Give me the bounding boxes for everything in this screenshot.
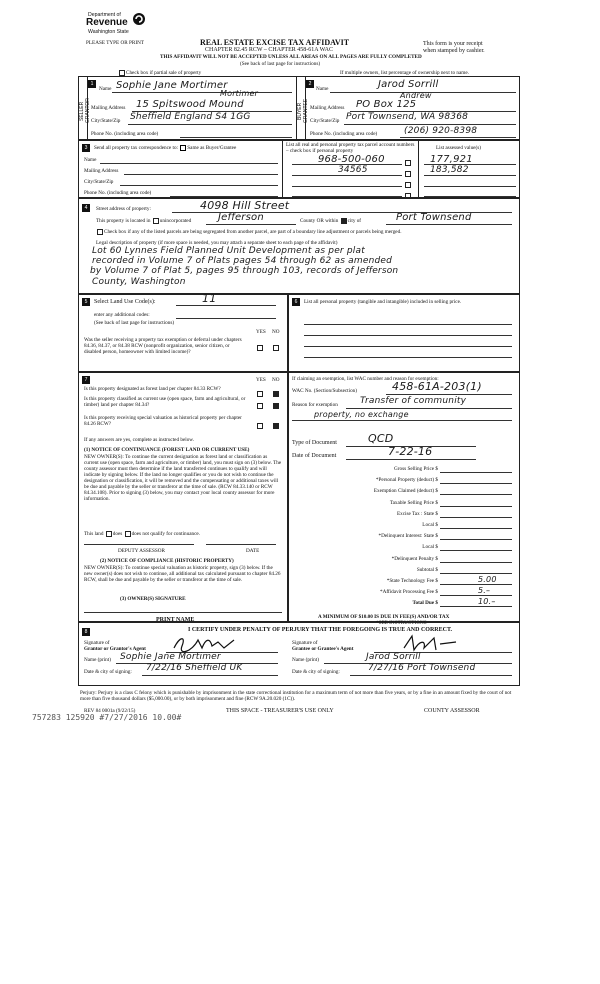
seller-name-field-2[interactable]: Mortimer: [220, 89, 259, 98]
grantor-sig-label2: Grantor or Grantor's Agent: [84, 646, 146, 652]
section-6-badge: 6: [292, 298, 300, 306]
treasurer-use: THIS SPACE - TREASURER'S USE ONLY: [226, 708, 334, 714]
corr-name-label: Name: [84, 157, 97, 163]
notice1-title: (1) NOTICE OF CONTINUANCE (FOREST LAND OR CURRENT USE): [84, 447, 250, 453]
legal-line-4[interactable]: County, Washington: [92, 277, 186, 287]
section-4-badge: 4: [82, 204, 90, 212]
dept-line3: Washington State: [88, 29, 129, 35]
form-warning: THIS AFFIDAVIT WILL NOT BE ACCEPTED UNLESS ALL AREAS ON ALL PAGES ARE FULLY COMPLETED: [160, 54, 422, 60]
exemption-claim-label: If claiming an exemption, list WAC number and reason for exemption:: [292, 376, 439, 382]
buyer-side-label: BUYER GRANTEE: [297, 98, 309, 124]
grantee-sig-label2: Grantee or Grantee's Agent: [292, 646, 354, 652]
segregating-check[interactable]: [97, 229, 103, 235]
tax-line-label: Local $: [422, 544, 438, 551]
grantor-date-label: Date & city of signing:: [84, 669, 132, 675]
buyer-city-label: City/State/Zip: [310, 118, 340, 124]
tax-line-label: Total Due $: [412, 600, 438, 607]
forest-q3-checks[interactable]: [256, 417, 280, 435]
notice1-body: NEW OWNER(S): To continue the current designation as forest land or classification as current use (open space, farm and agriculture, or timber) land, you must sign on (3) below. The county assessor must then determine if the land transferred continues to qualify and will indicate by signing below. If the land no longer qualifies or you do not wish to continue the designation or classification, it will be removed and the compensating or additional taxes will be due and payable by the seller or transferor at the time of sale. (RCW 84.33.140 or RCW 84.34.108). Prior to signing (3) below, you may contact your local county assessor for more information.: [84, 454, 282, 502]
receipt-note2: when stamped by cashier.: [423, 48, 485, 54]
seller-city-label: City/State/Zip: [91, 118, 121, 124]
tax-line-label: Subtotal $: [416, 566, 438, 573]
forest-if-yes: If any answers are yes, complete as instructed below.: [84, 437, 195, 443]
forest-q3: Is this property receiving special valuation as historical property per chapter 84.26 RCW?: [84, 415, 242, 427]
form-chapter: CHAPTER 82.45 RCW – CHAPTER 458-61A WAC: [205, 47, 333, 53]
located-line: This property is located in unincorporated: [96, 218, 192, 225]
partial-sale-check[interactable]: Check box if partial sale of property: [118, 70, 201, 76]
parcel-checkboxes[interactable]: [404, 158, 412, 202]
section-8-badge: 8: [82, 628, 90, 636]
forest-q2: Is this property classified as current use (open space, farm and agricultural, or timber) land per chapter 84.34?: [84, 396, 246, 408]
forest-no: NO: [272, 377, 280, 383]
receipt-note1: This form is your receipt: [423, 41, 483, 47]
forest-q2-checks[interactable]: [256, 397, 280, 415]
tax-line-label: *Delinquent Penalty $: [391, 555, 438, 562]
buyer-phone-field[interactable]: (206) 920-8398: [404, 126, 478, 136]
county-field[interactable]: Jefferson: [218, 212, 264, 223]
tax-line-label: Gross Selling Price $: [394, 466, 438, 472]
segregating-line: Check box if any of the listed parcels are being segregated from another parcel, are part of a boundary line adjustment or parcels being merged.: [96, 229, 402, 235]
tax-line-label: *Personal Property (deduct) $: [375, 477, 438, 484]
recording-stamp: 757283 125920 #7/27/2016 10.00#: [32, 713, 182, 722]
seller-mailing-label: Mailing Address: [91, 105, 126, 111]
city-of-check[interactable]: [341, 218, 347, 224]
county-or-within: County OR within city of: [300, 218, 362, 225]
grantor-date-field[interactable]: 7/22/16 Sheffield UK: [146, 663, 243, 673]
seller-side-label: SELLER GRANTOR: [79, 98, 91, 124]
doc-type-field[interactable]: QCD: [368, 432, 394, 445]
street-label: Street address of property:: [96, 206, 151, 212]
reason-label: Reason for exemption: [292, 402, 338, 408]
dept-line1: Department of: [88, 12, 121, 18]
correspondence-label: Send all property tax correspondence to: Same as Buyer/Grantee: [94, 145, 237, 152]
seller-phone-label: Phone No. (including area code): [91, 131, 159, 137]
section-7-badge: 7: [82, 376, 90, 384]
seller-city-field[interactable]: Sheffield England S4 1GG: [130, 112, 251, 122]
unincorporated-check[interactable]: [153, 218, 159, 224]
rev-number: REV 84 0001a (9/22/15): [84, 708, 136, 714]
tax-line-label: Exemption Claimed (deduct) $: [373, 488, 438, 495]
parcel-field-1[interactable]: 968-500-060: [318, 154, 385, 165]
print-name-label: PRINT NAME: [156, 617, 195, 623]
legal-line-2[interactable]: recorded in Volume 7 of Plats pages 54 through 62 as amended: [92, 256, 393, 266]
buyer-mailing-field[interactable]: PO Box 125: [356, 99, 417, 110]
deputy-date-label: DATE: [246, 548, 260, 554]
does-check[interactable]: [106, 531, 112, 537]
parcel-header: List all real and personal property tax parcel account numbers – check box if personal property: [286, 142, 415, 154]
city-field[interactable]: Port Townsend: [396, 212, 472, 223]
assessed-header: List assessed value(s): [436, 145, 481, 151]
corr-city-label: City/State/Zip: [84, 179, 114, 185]
tax-line-label: *Delinquent Interest: State $: [378, 533, 438, 540]
grantee-name-label: Name (print): [292, 657, 319, 663]
this-land-line: This land does does not qualify for continuance.: [84, 531, 200, 538]
forest-yes: YES: [256, 377, 266, 383]
wac-label: WAC No. (Section/Subsection): [292, 388, 357, 394]
tax-line-value[interactable]: 5.00: [478, 575, 497, 584]
parcel-field-2[interactable]: 34565: [338, 165, 368, 175]
street-field[interactable]: 4098 Hill Street: [200, 199, 290, 212]
seller-mailing-field[interactable]: 15 Spitswood Mound: [136, 99, 244, 110]
forest-q1: Is this property designated as forest land per chapter 84.33 RCW?: [84, 386, 221, 392]
doc-date-field[interactable]: 7-22-16: [388, 445, 433, 458]
tax-line-label: Taxable Selling Price $: [389, 499, 438, 506]
reason-field-1[interactable]: Transfer of community: [360, 396, 467, 406]
section-5-badge: 5: [82, 298, 90, 306]
buyer-city-field[interactable]: Port Townsend, WA 98368: [346, 112, 469, 122]
buyer-mailing-label: Mailing Address: [310, 105, 345, 111]
grantee-signature[interactable]: [400, 632, 460, 654]
certify-text: I CERTIFY UNDER PENALTY OF PERJURY THAT THE FOREGOING IS TRUE AND CORRECT.: [188, 627, 453, 633]
land-use-yes: YES: [256, 329, 266, 335]
grantee-name-field[interactable]: Jarod Sorrill: [366, 652, 421, 662]
grantor-signature[interactable]: [172, 634, 238, 654]
tax-line-label: Excise Tax : State $: [396, 510, 438, 517]
grantee-sig-label: Signature of: [292, 640, 318, 646]
buyer-name-field-2[interactable]: Andrew: [400, 91, 432, 100]
tax-line-value[interactable]: 10.–: [478, 597, 496, 607]
notice2-body: NEW OWNER(S): To continue special valuation as historic property, sign (3) below. If the new owner(s) does not wish to continue, all additional tax calculated pursuant to chapter 84.26 RCW, shall be due and payable by the seller or transferor at the time of sale.: [84, 565, 281, 583]
seller-name-field[interactable]: Sophie Jane Mortimer: [116, 80, 228, 91]
dor-swirl-icon: [132, 12, 146, 26]
legal-line-1[interactable]: Lot 60 Lynnes Field Planned Unit Development as per plat: [92, 246, 365, 256]
does-not-check[interactable]: [125, 531, 131, 537]
exemption-yes-check[interactable]: [256, 339, 264, 357]
doc-type-label: Type of Document: [292, 440, 337, 446]
section-2-badge: 2: [306, 80, 314, 88]
corr-phone-label: Phone No. (including area code): [84, 190, 152, 196]
owner-signature-label: (3) OWNER(S) SIGNATURE: [120, 596, 186, 602]
personal-property-box: [288, 294, 520, 372]
tax-line-value[interactable]: 5.–: [478, 586, 491, 596]
perjury-notice: Perjury: Perjury is a class C felony which is punishable by imprisonment in the state correctional institution for a maximum term of not more than five years, or by a fine in an amount fixed by the court of not more than five thousand dollars ($5,000.00), or by both imprisonment and fine (RCW 9A.20.020 (1C)).: [80, 690, 512, 702]
grantee-date-field[interactable]: 7/27/16 Port Townsend: [368, 663, 476, 673]
land-use-field[interactable]: 11: [202, 292, 217, 305]
grantor-sig-label: Signature of: [84, 640, 110, 646]
form-title: REAL ESTATE EXCISE TAX AFFIDAVIT: [200, 38, 350, 47]
tax-line-label: *Affidavit Processing Fee $: [380, 589, 438, 596]
buyer-name-label: Name: [316, 86, 329, 92]
deputy-assessor-label: DEPUTY ASSESSOR: [118, 548, 165, 554]
land-use-label: Select Land Use Code(s):: [94, 299, 156, 305]
same-as-buyer-check[interactable]: [180, 145, 186, 151]
type-or-print: PLEASE TYPE OR PRINT: [86, 40, 144, 46]
personal-property-label: List all personal property (tangible and intangible) included in selling price.: [304, 299, 462, 305]
corr-mailing-label: Mailing Address: [84, 168, 119, 174]
grantee-date-label: Date & city of signing:: [292, 669, 340, 675]
dor-logo: [86, 10, 156, 44]
land-use-see-back: (See back of last page for instructions): [94, 320, 175, 326]
reason-field-2[interactable]: property, no exchange: [314, 410, 409, 419]
assessed-field-1[interactable]: 177,921: [430, 154, 473, 165]
seller-name-label: Name: [99, 86, 112, 92]
buyer-phone-label: Phone No. (including area code): [310, 131, 378, 137]
wac-field[interactable]: 458-61A-203(1): [392, 380, 482, 393]
multiple-owners-note: If multiple owners, list percentage of ownership next to name.: [340, 70, 469, 76]
dept-line2: Revenue: [86, 17, 128, 28]
legal-label: Legal description of property (if more space is needed, you may attach a separate sheet to each page of the affidavit): [96, 240, 338, 246]
minimum-due: A MINIMUM OF $10.00 IS DUE IN FEE(S) AND/OR TAX: [318, 614, 450, 620]
doc-date-label: Date of Document: [292, 453, 337, 459]
grantor-name-label: Name (print): [84, 657, 111, 663]
tax-line-label: Local $: [422, 522, 438, 528]
section-1-badge: 1: [88, 80, 96, 88]
assessed-field-2[interactable]: 183,582: [430, 165, 469, 175]
see-instructions: *SEE INSTRUCTIONS: [376, 620, 427, 626]
tax-line-label: *State Technology Fee $: [386, 578, 438, 584]
section-3-badge: 3: [82, 144, 90, 152]
buyer-name-field[interactable]: Jarod Sorrill: [378, 79, 439, 90]
exemption-question: Was the seller receiving a property tax exemption or deferral under chapters 84.36, 84.37, or 84.38 RCW (nonprofit organization, senior citizen, or disabled person, homeowner with limited income)?: [84, 337, 242, 355]
additional-codes-label: enter any additional codes:: [94, 312, 150, 318]
form-see-back: (See back of last page for instructions): [240, 61, 321, 67]
exemption-no-check[interactable]: [272, 339, 280, 357]
grantor-name-field[interactable]: Sophie Jane Mortimer: [120, 652, 221, 662]
county-assessor: COUNTY ASSESSOR: [424, 708, 480, 714]
legal-line-3[interactable]: by Volume 7 of Plat 5, pages 95 through 103, records of Jefferson: [90, 266, 399, 276]
land-use-no: NO: [272, 329, 280, 335]
notice2-title: (2) NOTICE OF COMPLIANCE (HISTORIC PROPERTY): [100, 558, 234, 564]
